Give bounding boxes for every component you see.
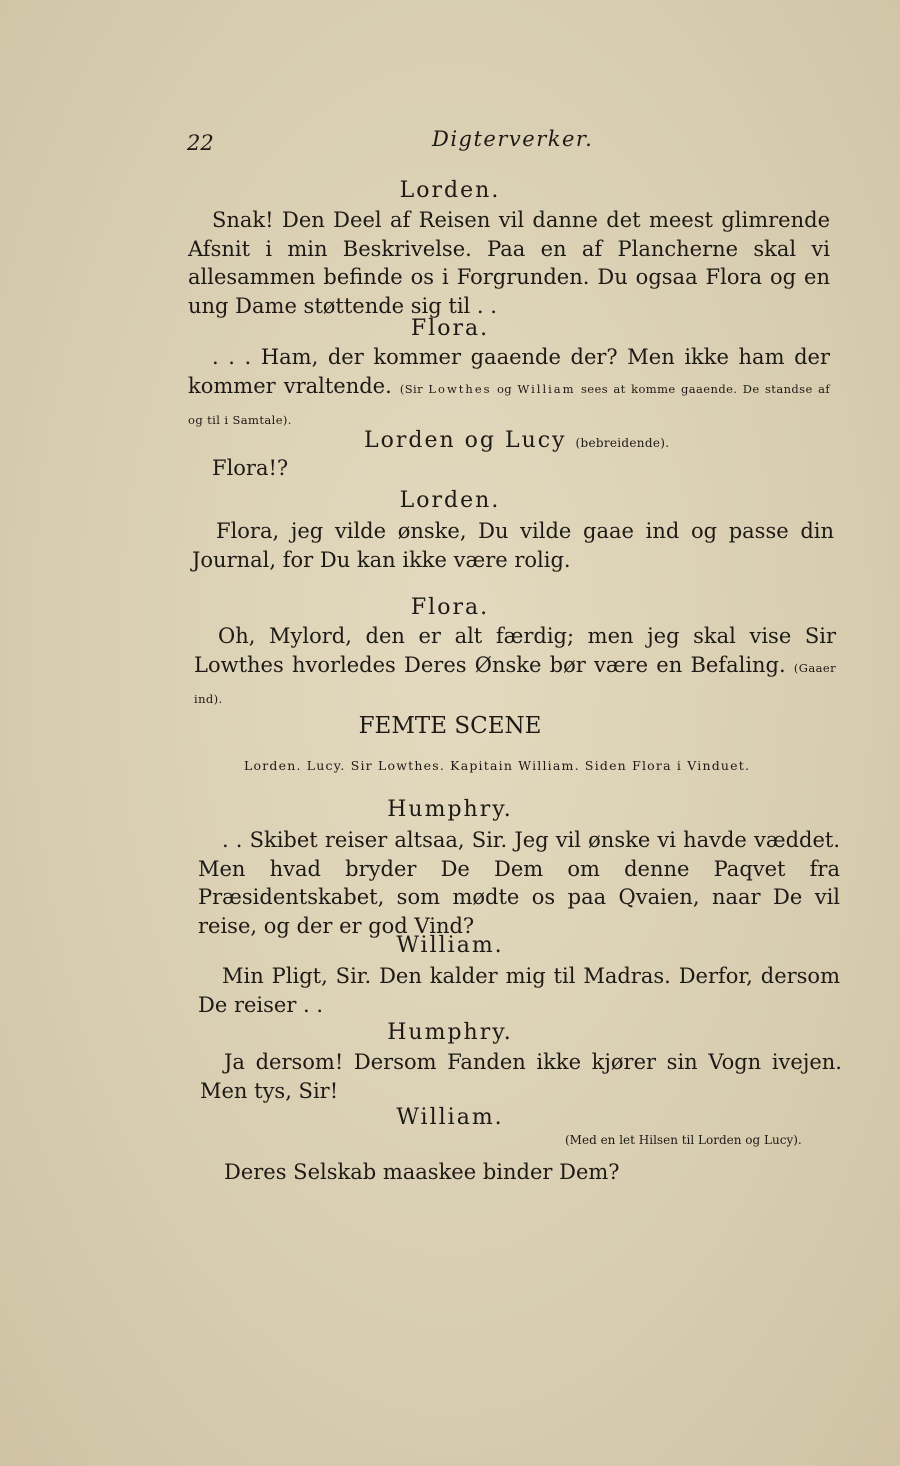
speech-paragraph: Ja dersom! Dersom Fanden ikke kjører sin Vogn ivejen. Men tys, Sir!	[200, 1050, 842, 1103]
speaker-humphry: Humphry.	[387, 797, 513, 822]
speaker-lorden: Lorden.	[399, 488, 501, 513]
speaker-william: William.	[396, 1105, 504, 1130]
speaker-flora: Flora.	[410, 595, 490, 620]
stage-direction: (Sir Lowthes og William sees at komme gaaende. De standse af og til i Samtale).	[188, 381, 830, 427]
speech-paragraph: . . Skibet reiser altsaa, Sir. Jeg vil ønske vi havde væddet. Men hvad bryder De Dem om denne Paqvet fra Præsidentskabet, som mødte os paa Qvaien, naar De vil reise, og der er god Vind?	[198, 828, 840, 938]
speech-text: . . . Ham, der kommer gaaende der? Men ikke ham der kommer vraltende.	[188, 345, 830, 398]
speech-paragraph: Deres Selskab maaskee binder Dem?	[224, 1160, 620, 1184]
speaker-flora: Flora.	[410, 316, 490, 341]
speech-paragraph	[194, 622, 836, 714]
speech-paragraph: Snak! Den Deel af Reisen vil danne det meest glimrende Afsnit i min Beskrivelse. Paa en af Plancherne skal vi allesammen befinde os i Forgrunden. Du ogsaa Flora og en ung Dame støttende sig til . .	[188, 208, 830, 318]
speech-paragraph: Flora, jeg vilde ønske, Du vilde gaae ind og passe din Journal, for Du kan ikke være rolig.	[192, 519, 834, 572]
cast-list: Lorden. Lucy. Sir Lowthes. Kapitain William. Siden Flora i Vinduet.	[244, 758, 751, 773]
speaker-humphry: Humphry.	[387, 1020, 513, 1045]
speaker-lorden-og-lucy: Lorden og Lucy (bebreidende).	[364, 428, 670, 453]
stage-direction: (Gaaer ind).	[194, 660, 836, 706]
speaker-william: William.	[396, 933, 504, 958]
speech-paragraph: Flora!?	[212, 456, 289, 480]
stage-direction: (bebreidende).	[575, 436, 670, 450]
speaker-lorden: Lorden.	[399, 178, 501, 203]
stage-direction: (Med en let Hilsen til Lorden og Lucy).	[565, 1133, 802, 1147]
scene-heading: FEMTE SCENE	[358, 713, 542, 739]
speech-paragraph	[188, 343, 830, 435]
speech-paragraph: Min Pligt, Sir. Den kalder mig til Madras. Derfor, dersom De reiser . .	[198, 964, 840, 1017]
page-number: 22	[187, 131, 214, 155]
running-title: Digterverker.	[432, 127, 594, 151]
speech-text: Oh, Mylord, den er alt færdig; men jeg skal vise Sir Lowthes hvorledes Deres Ønske bør være en Befaling.	[194, 624, 836, 677]
